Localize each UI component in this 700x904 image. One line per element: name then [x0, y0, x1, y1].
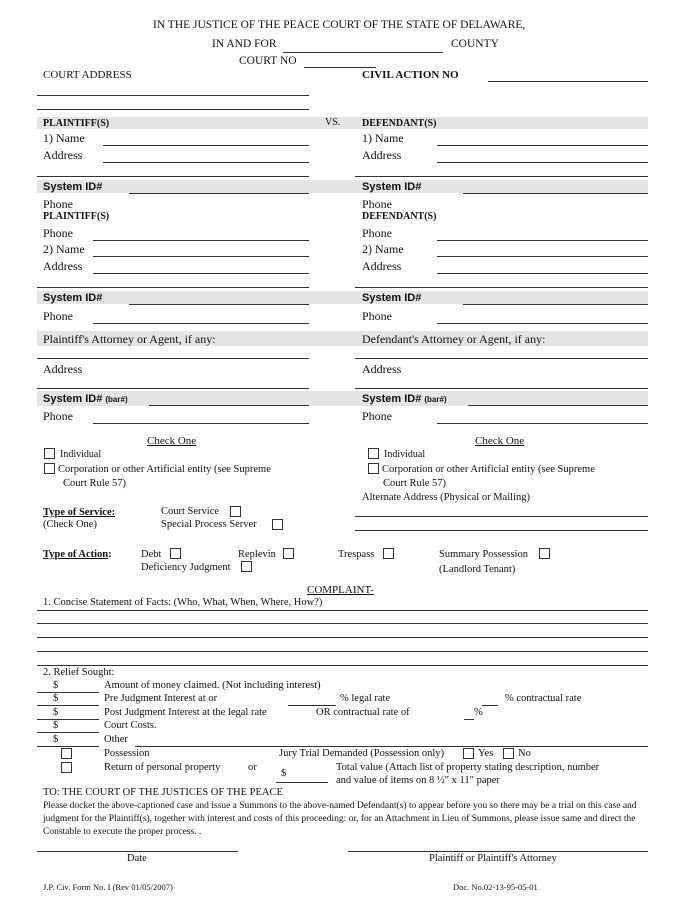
jury-yes-checkbox[interactable] [463, 748, 474, 759]
trespass-checkbox[interactable] [383, 548, 394, 559]
plaintiff-bar-system-id-text: System ID# [43, 393, 103, 405]
plaintiff-name-1-label: 1) Name [43, 131, 85, 145]
plaintiff-address-label: Address [43, 148, 83, 162]
defendant-bar-system-id-label [362, 393, 447, 405]
alternate-address-line-1[interactable] [355, 516, 648, 517]
return-property-checkbox[interactable] [61, 762, 72, 773]
landlord-tenant-label: (Landlord Tenant) [439, 564, 516, 575]
alternate-address-line-2[interactable] [355, 530, 648, 531]
defendant-bar-text: (bar#) [424, 395, 447, 404]
system-id-band-2 [37, 291, 648, 304]
plaintiff-bar-system-id-label [43, 393, 128, 405]
defendant-heading-2: DEFENDANT(S) [362, 211, 437, 222]
defendant-system-id-label: System ID# [362, 181, 422, 193]
other-line[interactable] [37, 746, 99, 747]
legal-rate-line[interactable] [288, 705, 336, 706]
jury-trial-label: Jury Trial Demanded (Possession only) [279, 748, 445, 759]
defendant-attorney-label: Defendant's Attorney or Agent, if any: [362, 332, 546, 346]
defendant-attorney-line[interactable] [355, 358, 648, 359]
return-property-label: Return of personal property [104, 762, 221, 773]
complaint-line-5[interactable] [37, 665, 648, 666]
signature-line[interactable] [348, 851, 648, 852]
court-address-line-2[interactable] [37, 109, 309, 110]
replevin-label: Replevin [238, 549, 276, 560]
defendant-system-id-line[interactable] [463, 193, 648, 194]
post-contractual-pct: % [474, 707, 483, 718]
other-label: Other [104, 734, 128, 745]
vs-label: VS. [325, 117, 341, 128]
plaintiff-check-one-label: Check One [147, 435, 197, 447]
defendant-individual-label: Individual [384, 449, 426, 460]
contractual-rate-line[interactable] [482, 705, 498, 706]
court-costs-label: Court Costs. [104, 720, 157, 731]
defendant-attorney-phone-label: Phone [362, 409, 392, 423]
plaintiff-attorney-phone-label: Phone [43, 409, 73, 423]
defendant-2-phone-line[interactable] [437, 240, 648, 241]
defendant-address-line-1[interactable] [437, 162, 648, 163]
plaintiff-bar-line[interactable] [149, 405, 309, 406]
total-value-label-1: Total value (Attach list of property stating description, number [336, 762, 600, 773]
in-and-for-label: IN AND FOR [212, 38, 277, 50]
type-of-service-label: Type of Service: [43, 507, 116, 518]
court-no-line[interactable] [304, 67, 376, 68]
type-of-action-text: Type of Action [43, 549, 109, 560]
defendant-name-2-label: 2) Name [362, 242, 404, 256]
plaintiff-2-system-id-label: System ID# [43, 292, 103, 304]
plaintiff-2-address-line-2[interactable] [37, 287, 309, 288]
defendant-2-phone-line-b[interactable] [437, 323, 648, 324]
jury-yes-label: Yes [478, 748, 494, 759]
alternate-address-label: Alternate Address (Physical or Mailing) [362, 492, 530, 503]
summary-possession-label: Summary Possession [439, 549, 528, 560]
form-number: J.P. Civ. Form No. I (Rev 01/05/2007) [43, 882, 173, 892]
defendant-name-2-line[interactable] [437, 256, 648, 257]
plaintiff-corporation-checkbox[interactable] [44, 463, 55, 474]
defendant-2-phone-label: Phone [362, 226, 392, 240]
plaintiff-system-id-label: System ID# [43, 181, 103, 193]
defendant-individual-checkbox[interactable] [368, 448, 379, 459]
defendant-2-address-line-1[interactable] [437, 273, 648, 274]
deficiency-judgment-checkbox[interactable] [241, 561, 252, 572]
county-name-line[interactable] [283, 52, 443, 53]
complaint-item-1: 1. Concise Statement of Facts: (Who, What, When, Where, How?) [43, 597, 323, 608]
plaintiff-2-address-label: Address [43, 259, 83, 273]
defendant-2-address-line-2[interactable] [355, 287, 648, 288]
defendant-corporation-label: Corporation or other Artificial entity (see Supreme [382, 464, 595, 475]
plaintiff-2-phone-line[interactable] [93, 240, 309, 241]
special-process-checkbox[interactable] [272, 519, 283, 530]
deficiency-judgment-label: Deficiency Judgment [141, 562, 231, 573]
plaintiff-attorney-label: Plaintiff's Attorney or Agent, if any: [43, 332, 216, 346]
system-id-band-1 [37, 180, 648, 193]
contractual-rate-label: % contractual rate [505, 693, 582, 704]
post-contractual-line[interactable] [464, 719, 474, 720]
plaintiff-bar-text: (bar#) [105, 395, 128, 404]
debt-checkbox[interactable] [170, 548, 181, 559]
parties-header-band [37, 117, 648, 129]
plaintiff-address-line-1[interactable] [103, 162, 309, 163]
plaintiff-heading: PLAINTIFF(S) [43, 118, 110, 129]
total-value-line[interactable] [276, 782, 328, 783]
complaint-line-2[interactable] [37, 623, 648, 624]
post-judgment-label: Post Judgment Interest at the legal rate [104, 707, 267, 718]
dollar-costs: $ [53, 720, 59, 731]
complaint-line-3[interactable] [37, 637, 648, 638]
pre-line[interactable] [37, 705, 99, 706]
special-process-label: Special Process Server [161, 519, 257, 530]
civil-action-no-line[interactable] [488, 81, 648, 82]
signature-label: Plaintiff or Plaintiff's Attorney [429, 853, 557, 864]
defendant-2-system-id-line[interactable] [463, 304, 648, 305]
court-service-checkbox[interactable] [230, 506, 241, 517]
dollar-post: $ [53, 707, 59, 718]
plaintiff-name-1-line[interactable] [103, 145, 309, 146]
plaintiff-phone-label: Phone [43, 197, 73, 211]
defendant-attorney-address-line[interactable] [355, 388, 648, 389]
total-value-label-2: and value of items on 8 ½" x 11" paper [336, 775, 500, 786]
plaintiff-2-system-id-line[interactable] [129, 304, 309, 305]
defendant-attorney-phone-line[interactable] [437, 423, 648, 424]
doc-number: Doc. No.02-13-95-05-01 [453, 882, 538, 892]
type-of-service-check-label: (Check One) [43, 519, 97, 530]
plaintiff-address-line-2[interactable] [37, 176, 309, 177]
complaint-title: COMPLAINT- [307, 584, 374, 596]
date-line[interactable] [37, 851, 238, 852]
jury-no-label: No [518, 748, 531, 759]
defendant-address-label: Address [362, 148, 402, 162]
defendant-phone-label: Phone [362, 197, 392, 211]
dollar-pre: $ [53, 693, 59, 704]
plaintiff-name-2-line[interactable] [93, 256, 309, 257]
date-label: Date [127, 853, 147, 864]
amount-line[interactable] [37, 692, 99, 693]
post-line[interactable] [37, 719, 99, 720]
plaintiff-system-id-line[interactable] [129, 193, 309, 194]
replevin-checkbox[interactable] [283, 548, 294, 559]
defendant-attorney-address-label: Address [362, 362, 402, 376]
court-no-label: COURT NO [239, 55, 297, 67]
dollar-amount: $ [53, 680, 59, 691]
summary-possession-checkbox[interactable] [539, 548, 550, 559]
defendant-court-rule-label: Court Rule 57) [383, 478, 446, 489]
possession-checkbox[interactable] [61, 748, 72, 759]
complaint-line-4[interactable] [37, 651, 648, 652]
pre-judgment-label: Pre Judgment Interest at or [104, 693, 218, 704]
type-of-action-label [43, 549, 112, 560]
plaintiff-name-2-label: 2) Name [43, 242, 85, 256]
civil-action-no-label: CIVIL ACTION NO [362, 69, 459, 81]
court-service-label: Court Service [161, 506, 220, 517]
dollar-other: $ [53, 734, 59, 745]
other-description-line[interactable] [135, 746, 648, 747]
defendant-2-address-label: Address [362, 259, 402, 273]
plaintiff-attorney-address-label: Address [43, 362, 83, 376]
possession-label: Possession [104, 748, 150, 759]
or-contractual-label: OR contractual rate of [316, 707, 410, 718]
jury-no-checkbox[interactable] [503, 748, 514, 759]
plaintiff-2-address-line-1[interactable] [93, 273, 309, 274]
defendant-bar-system-id-text: System ID# [362, 393, 422, 405]
plaintiff-attorney-line[interactable] [37, 358, 309, 359]
court-address-label: COURT ADDRESS [43, 69, 132, 81]
defendant-2-system-id-label: System ID# [362, 292, 422, 304]
defendant-bar-line[interactable] [468, 405, 648, 406]
or-label: or [248, 762, 257, 773]
plaintiff-attorney-phone-line[interactable] [93, 423, 309, 424]
plaintiff-court-rule-label: Court Rule 57) [63, 478, 126, 489]
plaintiff-attorney-address-line[interactable] [37, 388, 309, 389]
plaintiff-individual-label: Individual [60, 449, 102, 460]
type-of-action-colon: : [108, 549, 112, 560]
defendant-heading: DEFENDANT(S) [362, 118, 437, 129]
defendant-name-1-label: 1) Name [362, 131, 404, 145]
relief-title: 2. Relief Sought: [43, 667, 115, 678]
plaintiff-2-phone-label-b: Phone [43, 309, 73, 323]
court-address-line-1[interactable] [37, 95, 309, 96]
defendant-corporation-checkbox[interactable] [368, 463, 379, 474]
amount-claimed-label: Amount of money claimed. (Not including interest) [104, 680, 321, 691]
plaintiff-2-phone-label: Phone [43, 226, 73, 240]
trespass-label: Trespass [338, 549, 375, 560]
closing-paragraph: Please docket the above-captioned case and issue a Summons to the above-named Defendant(s) to appear before you so there may be a trial on this case and judgment for the Plaintiff(s), together with interest and costs of this proceeding: or, for an Attachment in Lieu of Summons, please issue same and direct the Constable to execute the proper process. . [43, 801, 637, 837]
plaintiff-2-phone-line-b[interactable] [93, 323, 309, 324]
plaintiff-heading-2: PLAINTIFF(S) [43, 211, 110, 222]
costs-line[interactable] [37, 732, 99, 733]
complaint-line-1[interactable] [37, 610, 648, 611]
dollar-total: $ [281, 768, 287, 779]
bar-band [37, 391, 648, 406]
defendant-name-1-line[interactable] [437, 145, 648, 146]
defendant-address-line-2[interactable] [355, 176, 648, 177]
legal-rate-label: % legal rate [340, 693, 391, 704]
court-title: IN THE JUSTICE OF THE PEACE COURT OF THE STATE OF DELAWARE, [153, 19, 526, 31]
closing-to-label: TO: THE COURT OF THE JUSTICES OF THE PEACE [43, 787, 283, 798]
debt-label: Debt [141, 549, 162, 560]
county-label: COUNTY [451, 38, 499, 50]
defendant-check-one-label: Check One [475, 435, 525, 447]
plaintiff-individual-checkbox[interactable] [44, 448, 55, 459]
plaintiff-corporation-label: Corporation or other Artificial entity (see Supreme [58, 464, 271, 475]
defendant-2-phone-label-b: Phone [362, 309, 392, 323]
